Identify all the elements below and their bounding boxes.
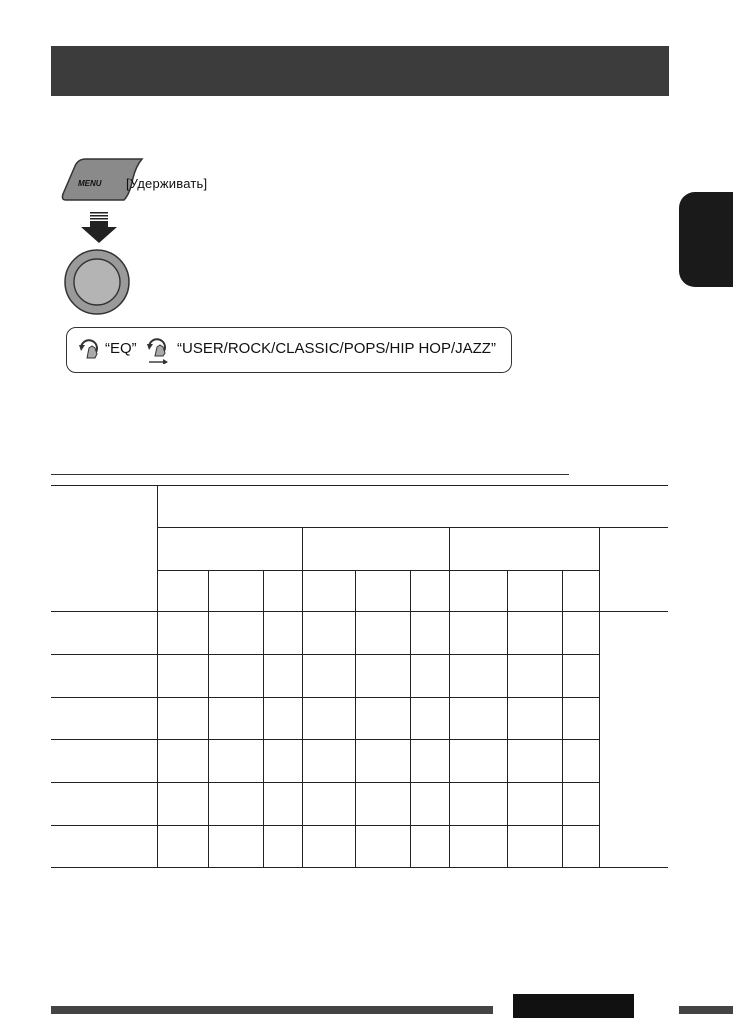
table-cell xyxy=(410,612,449,655)
table-cell xyxy=(208,612,263,655)
table-cell xyxy=(355,612,410,655)
table-cell xyxy=(562,826,599,868)
table-cell xyxy=(355,740,410,783)
control-dial-knob[interactable] xyxy=(63,248,131,316)
table-cell xyxy=(263,698,302,740)
table-cell xyxy=(562,783,599,826)
table-header-cell xyxy=(157,486,668,528)
footer-bar-right xyxy=(679,1006,733,1014)
table-cell xyxy=(507,826,562,868)
table-cell xyxy=(51,783,157,826)
table-cell xyxy=(157,655,208,698)
operation-flow-box xyxy=(66,327,512,373)
table-cell xyxy=(507,783,562,826)
language-side-tab xyxy=(679,192,733,287)
flow-step-presets: “USER/ROCK/CLASSIC/POPS/HIP HOP/JAZZ” xyxy=(177,340,496,357)
table-cell xyxy=(208,655,263,698)
table-cell xyxy=(355,655,410,698)
turn-dial-select-icon xyxy=(145,336,171,364)
footer-page-box xyxy=(513,994,634,1018)
table-cell xyxy=(449,698,507,740)
table-cell xyxy=(208,698,263,740)
flow-step-eq: “EQ” xyxy=(105,340,137,357)
table-header-cell xyxy=(410,571,449,612)
table-cell xyxy=(410,655,449,698)
table-cell xyxy=(449,783,507,826)
control-dial-icon xyxy=(63,248,131,316)
table-cell xyxy=(263,826,302,868)
table-cell xyxy=(562,655,599,698)
table-cell xyxy=(302,740,355,783)
table-cell xyxy=(263,655,302,698)
table-header-cell xyxy=(157,528,302,571)
table-cell xyxy=(355,783,410,826)
table-cell xyxy=(449,655,507,698)
table-cell xyxy=(410,740,449,783)
table-cell xyxy=(51,698,157,740)
table-cell xyxy=(263,783,302,826)
table-cell xyxy=(562,698,599,740)
table-header-cell xyxy=(208,571,263,612)
table-header-cell xyxy=(355,571,410,612)
table-cell xyxy=(157,826,208,868)
turn-dial-icon xyxy=(77,336,103,360)
table-cell xyxy=(208,740,263,783)
table-cell xyxy=(507,698,562,740)
table-header-cell xyxy=(302,571,355,612)
table-cell xyxy=(51,740,157,783)
table-header-cell xyxy=(449,571,507,612)
table-row xyxy=(51,655,668,698)
table-cell xyxy=(507,740,562,783)
table-cell xyxy=(51,612,157,655)
table-cell xyxy=(157,740,208,783)
table-cell xyxy=(263,612,302,655)
table-cell xyxy=(263,740,302,783)
table-cell xyxy=(410,698,449,740)
table-cell xyxy=(302,612,355,655)
table-cell xyxy=(302,655,355,698)
table-cell xyxy=(51,826,157,868)
table-cell xyxy=(208,826,263,868)
table-cell xyxy=(449,740,507,783)
table-cell xyxy=(302,783,355,826)
table-row xyxy=(51,612,668,655)
table-header-cell xyxy=(263,571,302,612)
table-cell xyxy=(157,698,208,740)
table-header-cell xyxy=(507,571,562,612)
table-cell xyxy=(507,655,562,698)
table-cell xyxy=(449,826,507,868)
table-header-cell xyxy=(599,528,668,612)
table-cell xyxy=(51,655,157,698)
table-row xyxy=(51,826,668,868)
table-header-row xyxy=(51,486,668,528)
underline-rule xyxy=(51,474,569,475)
hold-instruction-label: [Удерживать] xyxy=(126,176,208,191)
footer-bar-left xyxy=(51,1006,493,1014)
table-row xyxy=(51,698,668,740)
table-header-cell xyxy=(302,528,449,571)
table-cell xyxy=(507,612,562,655)
table-cell xyxy=(449,612,507,655)
table-cell xyxy=(355,826,410,868)
table-header-cell xyxy=(562,571,599,612)
table-cell xyxy=(355,698,410,740)
menu-button-label: MENU xyxy=(78,179,102,188)
table-cell xyxy=(302,698,355,740)
table-cell xyxy=(410,783,449,826)
table-row xyxy=(51,783,668,826)
table-cell xyxy=(157,783,208,826)
table-cell xyxy=(599,612,668,868)
table-row xyxy=(51,740,668,783)
table-header-cell xyxy=(51,486,157,612)
eq-settings-table xyxy=(51,485,668,868)
down-arrow-icon xyxy=(79,212,119,244)
table-cell xyxy=(208,783,263,826)
table-cell xyxy=(562,612,599,655)
table-cell xyxy=(410,826,449,868)
table-cell xyxy=(157,612,208,655)
table-header-cell xyxy=(449,528,599,571)
section-header-bar xyxy=(51,46,669,96)
table-header-cell xyxy=(157,571,208,612)
table-cell xyxy=(302,826,355,868)
table-cell xyxy=(562,740,599,783)
